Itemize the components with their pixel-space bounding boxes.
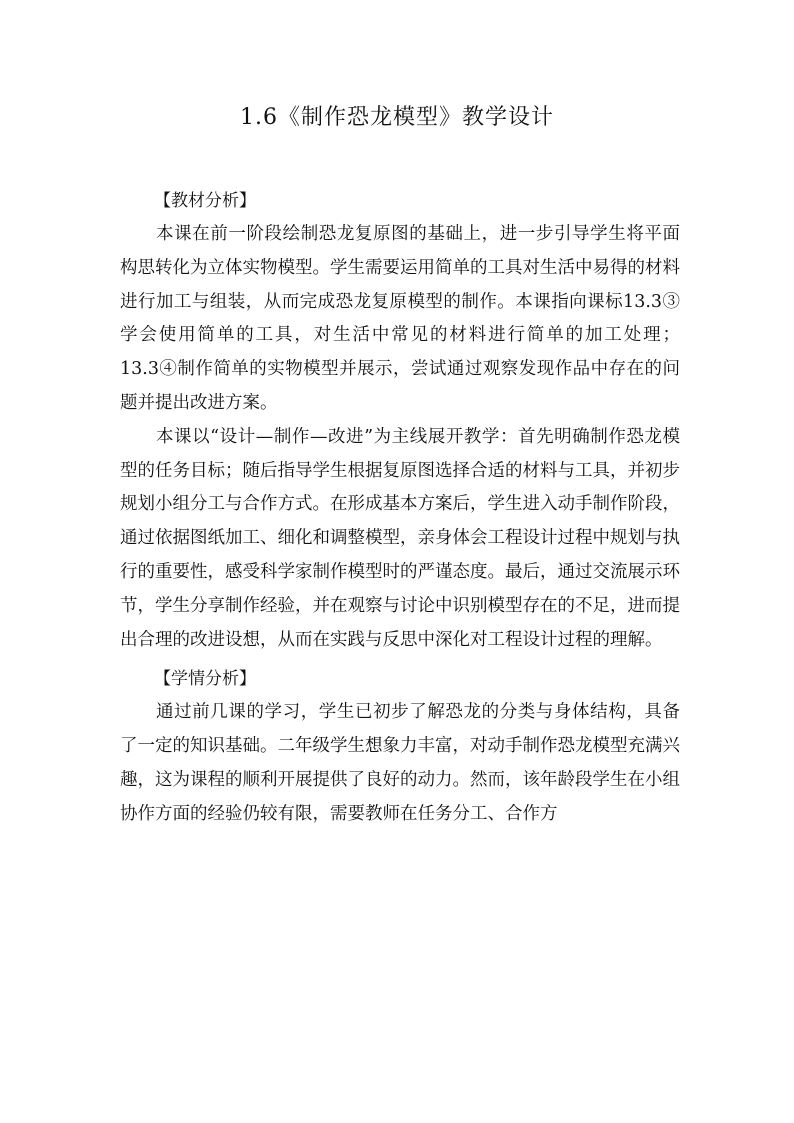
paragraph: 本课在前一阶段绘制恐龙复原图的基础上，进一步引导学生将平面构思转化为立体实物模型。学生需要运用简单的工具对生活中易得的材料进行加工与组装，从而完成恐龙复原模型的制作。本课指向课标13.3③学会使用简单的工具，对生活中常见的材料进行简单的加工处理；13.3④制作简单的实物模型并展示，尝试通过观察发现作品中存在的问题并提出改进方案。 (120, 224, 680, 413)
section-student-analysis (120, 662, 680, 831)
section-textbook-analysis (120, 184, 680, 657)
document-title: 1.6《制作恐龙模型》教学设计 (240, 105, 554, 130)
section-heading: 【学情分析】 (154, 669, 256, 690)
document-body (120, 184, 680, 832)
section-heading: 【教材分析】 (154, 191, 256, 211)
paragraph: 本课以“设计—制作—改进”为主线展开教学：首先明确制作恐龙模型的任务目标；随后指导学生根据复原图选择合适的材料与工具，并初步规划小组分工与合作方式。在形成基本方案后，学生进入动手制作阶段，通过依据图纸加工、细化和调整模型，亲身体会工程设计过程中规划与执行的重要性，感受科学家制作模型时的严谨态度。最后，通过交流展示环节，学生分享制作经验，并在观察与讨论中识别模型存在的不足，进而提出合理的改进设想，从而在实践与反思中深化对工程设计过程的理解。 (120, 426, 680, 650)
paragraph: 通过前几课的学习，学生已初步了解恐龙的分类与身体结构，具备了一定的知识基础。二年级学生想象力丰富，对动手制作恐龙模型充满兴趣，这为课程的顺利开展提供了良好的动力。然而，该年龄段学生在小组协作方面的经验仍较有限，需要教师在任务分工、合作方 (120, 702, 680, 824)
